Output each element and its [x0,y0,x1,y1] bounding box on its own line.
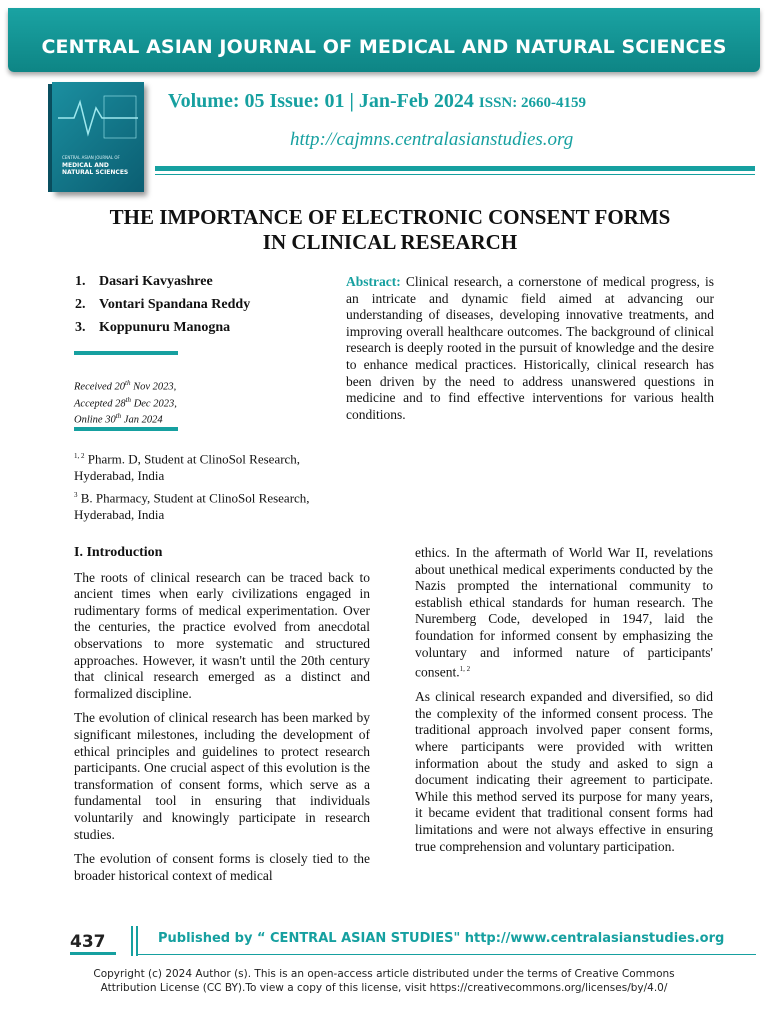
footer-rule [136,954,756,955]
article-dates [74,377,177,427]
title-line-1: THE IMPORTANCE OF ELECTRONIC CONSENT FORMS [109,205,671,229]
header-divider [155,166,755,171]
author-list [75,274,250,343]
received-date: Received 20th Nov 2023, [74,379,177,393]
author-name: Koppunuru Manogna [99,320,231,335]
body-paragraph: The evolution of consent forms is closely tied to the broader historical context of medical [74,851,370,883]
body-paragraph: The evolution of clinical research has been marked by significant milestones, including the development of ethical principles and guidelines to protect research participants. One crucial aspect of this evolution is the transformation of consent forms, which serve as a fundamental tool in ensuring that individuals voluntarily and knowingly participate in research studies. [74,710,370,842]
dates-divider [74,427,178,431]
footer-underline [70,952,116,955]
body-column-right [415,545,713,863]
copyright-line-1: Copyright (c) 2024 Author (s). This is an open-access article distributed under the terms of Creative Commons [93,968,675,980]
author-name: Dasari Kavyashree [99,274,213,289]
citation-ref: 1, 2 [459,665,471,674]
title-line-2: IN CLINICAL RESEARCH [262,230,518,254]
journal-banner [8,8,760,72]
copyright-notice [40,967,728,995]
header-divider-thin [155,174,755,175]
publisher-line[interactable]: Published by “ CENTRAL ASIAN STUDIES" http://www.centralasianstudies.org [158,931,725,946]
copyright-line-2: Attribution License (CC BY).To view a copy of this license, visit https://creativecommons.org/licenses/by/4.0/ [100,982,668,994]
issn: ISSN: 2660-4159 [478,95,587,111]
author-item [75,320,250,343]
author-item [75,274,250,297]
footer-separator [136,926,138,956]
accepted-date: Accepted 28th Dec 2023, [74,395,177,409]
cover-small-text: CENTRAL ASIAN JOURNAL OF [62,155,120,160]
body-paragraph: As clinical research expanded and diversified, so did the complexity of the informed consent process. The traditional approach involved paper consent forms, where participants were provided with written information about the study and asked to sign a document indicating their agreement to participate. While this method served its purpose for many years, it became evident that traditional consent forms had limitations and were not always effective in ensuring true comprehension and voluntary participation. [415,689,713,854]
author-number: 2. [75,297,86,312]
affiliation-1: $^{1, 2}$ Pharm. D, Student at ClinoSol Research, Hyderabad, India [74,451,301,484]
abstract-text: Clinical research, a cornerstone of medical progress, is an intricate and dynamic field aimed at advancing our understanding of diseases, developing innovative treatments, and improving overall healthcare outcomes. The background of clinical research is deeply rooted in the pursuit of knowledge and the desire to enhance medical practices. Historically, clinical research has been driven by the need to address unanswered questions in medicine and to find effective interventions for various health conditions. [346,274,714,422]
body-paragraph: The roots of clinical research can be traced back to ancient times when early civilizations engaged in rudimentary forms of medical experimentation. Over the centuries, the practice evolved from anecdotal observations to more systematic and structured approaches. However, it wasn't until the 20th century that clinical research emerged as a distinct and formalized discipline. [74,569,370,701]
heartbeat-icon [52,88,144,148]
journal-name: CENTRAL ASIAN JOURNAL OF MEDICAL AND NATURAL SCIENCES [41,36,727,58]
affiliation-2: $^3$ B. Pharmacy, Student at ClinoSol Research, Hyderabad, India [74,490,310,523]
footer-separator [131,926,133,956]
journal-url[interactable]: http://cajmns.centralasianstudies.org [290,129,574,150]
volume-issue: Volume: 05 Issue: 01 | Jan-Feb 2024 [168,90,474,112]
author-divider [74,351,178,355]
volume-issue-line [168,90,586,113]
author-number: 3. [75,320,86,335]
abstract-label: Abstract: [346,274,401,289]
online-date: Online 30th Jan 2024 [74,412,163,426]
author-item [75,297,250,320]
author-number: 1. [75,274,86,289]
cover-title-text: MEDICAL AND NATURAL SCIENCES [62,162,129,176]
page-number: 437 [70,932,106,952]
author-name: Vontari Spandana Reddy [99,297,251,312]
section-heading: I. Introduction [74,545,163,560]
article-title [60,205,720,255]
body-column-left [74,545,370,892]
abstract [346,274,714,423]
body-paragraph: ethics. In the aftermath of World War II, revelations about unethical medical experiments conducted by the Nazis prompted the international community to establish ethical standards for human research. The Nuremberg Code, developed in 1947, laid the foundation for informed consent by emphasizing the voluntary and informed nature of participants' consent.$^{1, 2}$ [415,545,713,680]
